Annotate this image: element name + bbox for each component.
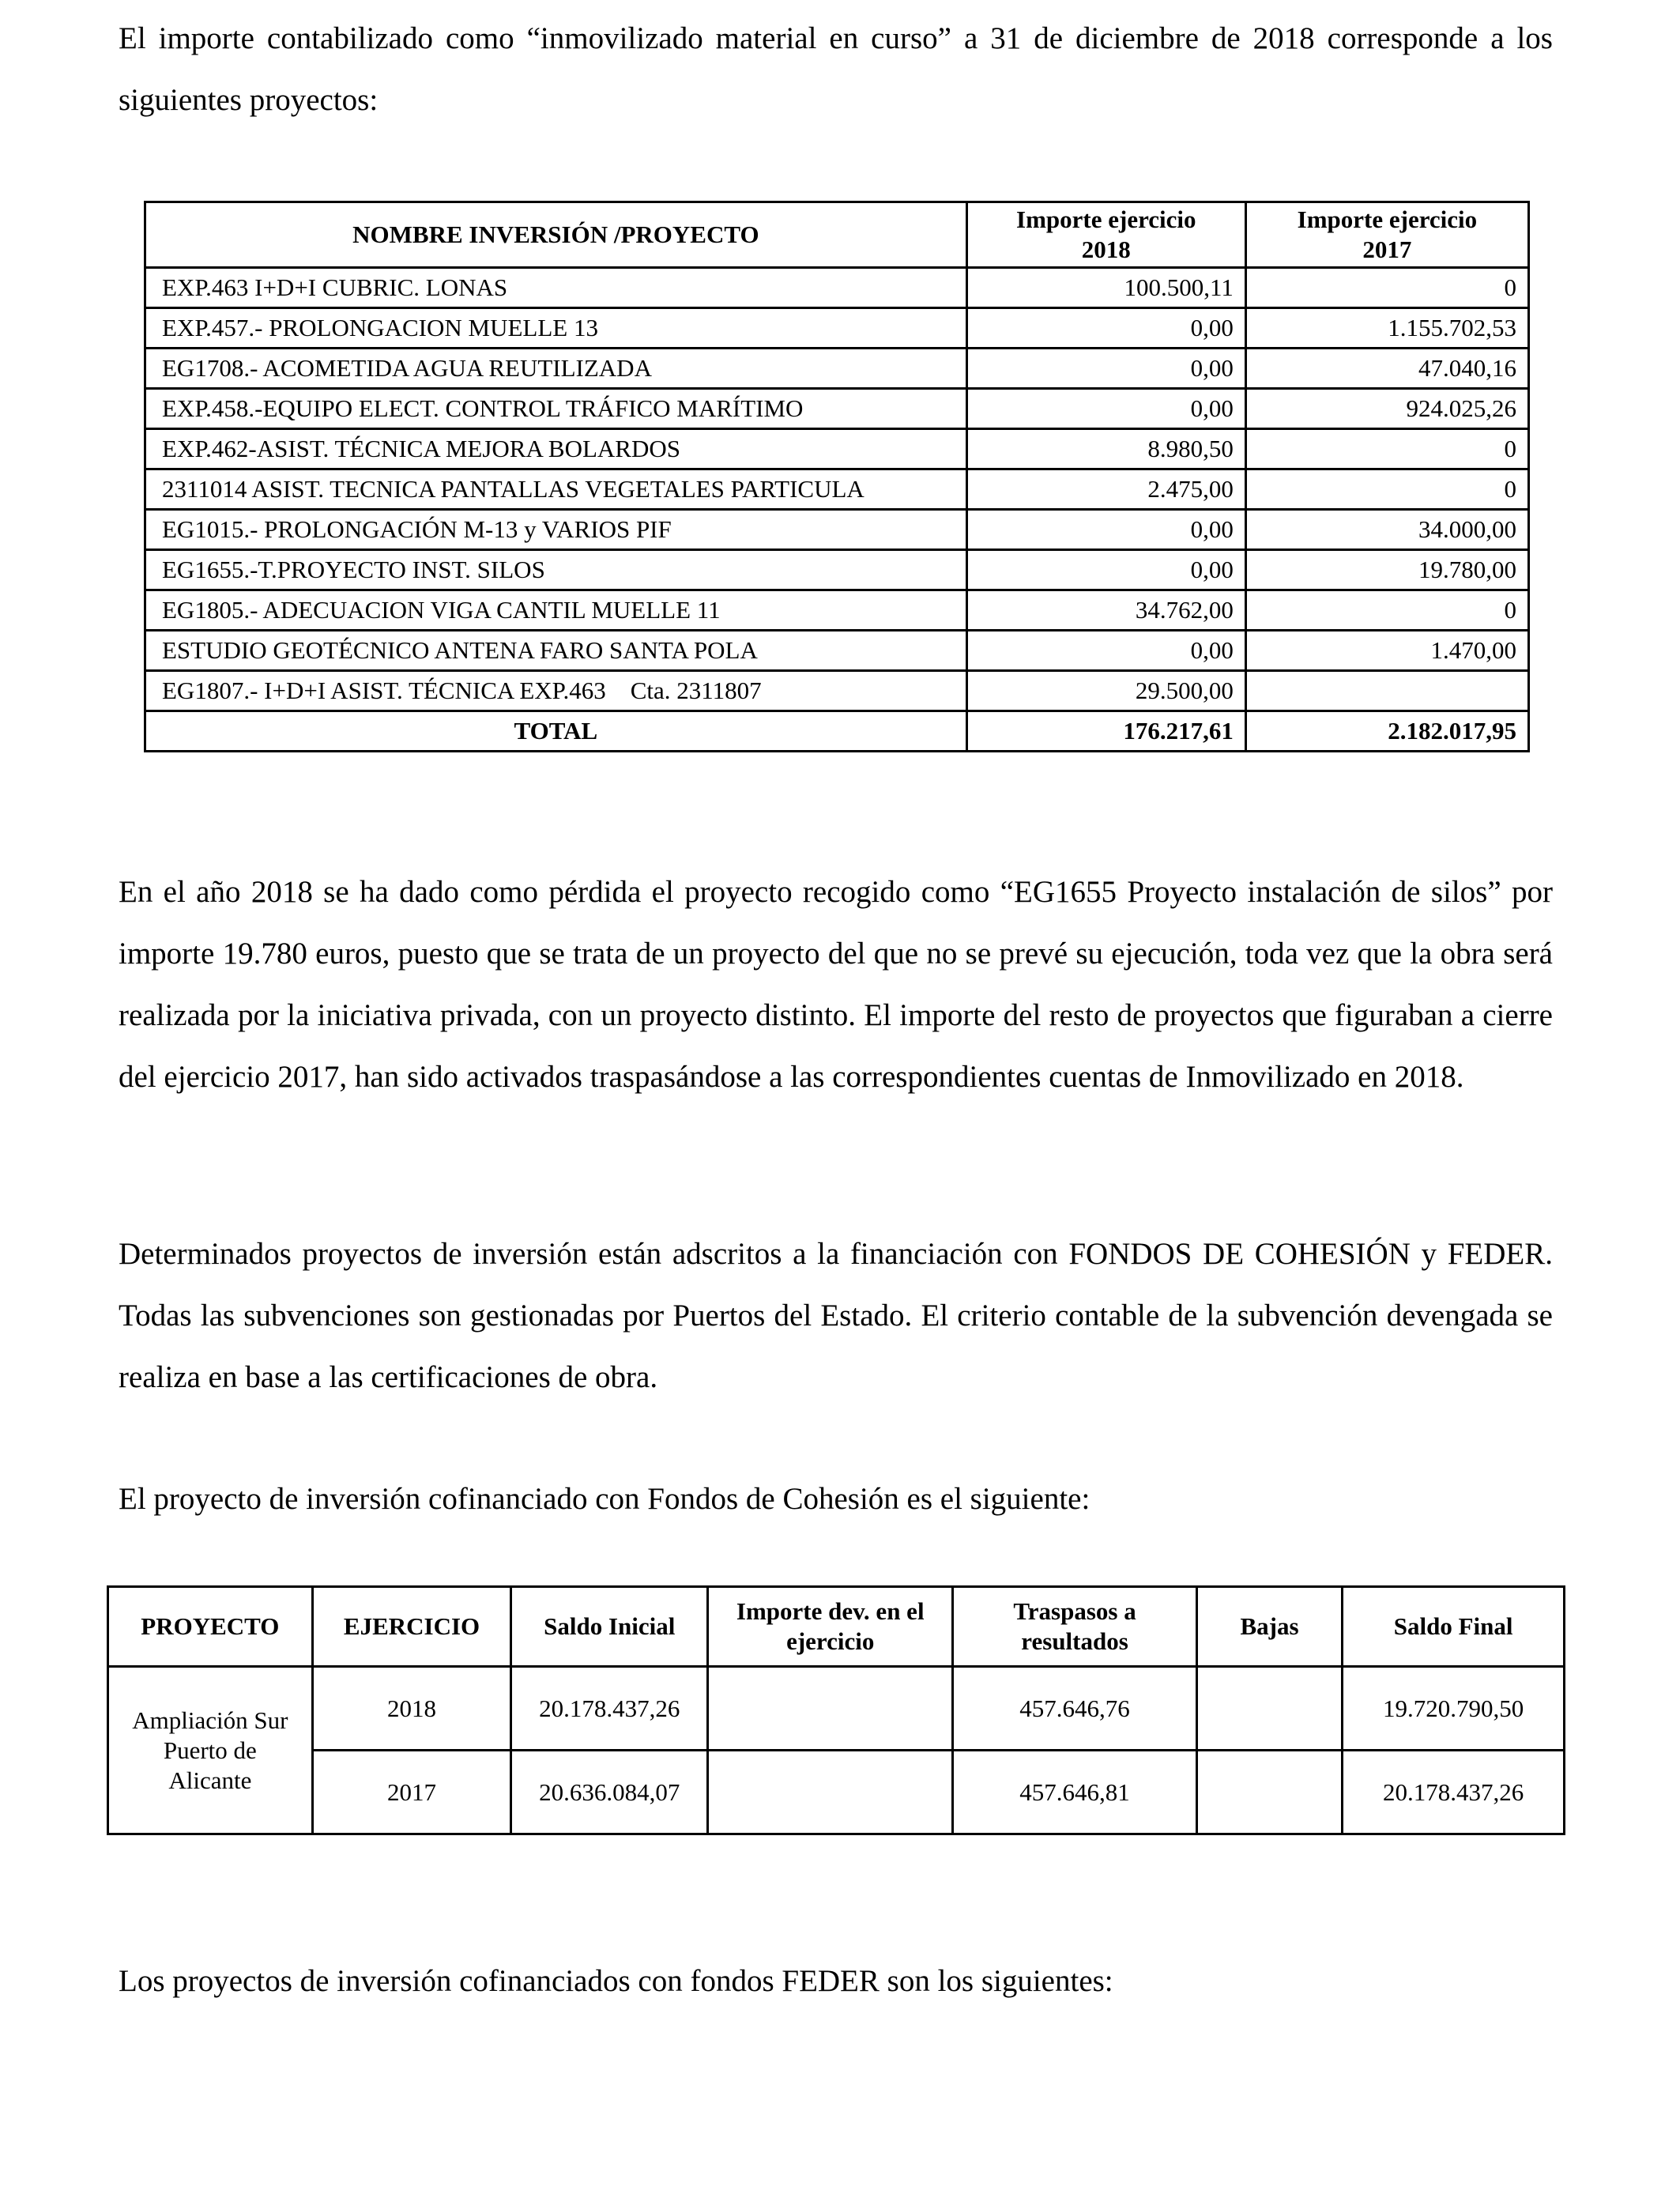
project-name: EG1805.- ADECUACION VIGA CANTIL MUELLE 11 [145,590,967,631]
table-header-row [108,1587,1565,1667]
importe-2017: 0 [1245,469,1528,510]
table-row [145,429,1529,469]
project-line2: Puerto de [163,1736,257,1764]
header-ejercicio: EJERCICIO [312,1587,511,1667]
importe-2018: 0,00 [966,631,1245,671]
header-proyecto: PROYECTO [108,1587,313,1667]
table-row [145,631,1529,671]
total-2018: 176.217,61 [966,711,1245,752]
header-saldo-inicial: Saldo Inicial [511,1587,708,1667]
saldo-final-cell: 20.178.437,26 [1343,1751,1565,1834]
importe-2017: 47.040,16 [1245,349,1528,389]
project-name: EG1015.- PROLONGACIÓN M-13 y VARIOS PIF [145,510,967,550]
table-row [145,389,1529,429]
bajas-cell [1196,1667,1343,1751]
bajas-cell [1196,1751,1343,1834]
total-row [145,711,1529,752]
silos-loss-paragraph: En el año 2018 se ha dado como pérdida el proyecto recogido como “EG1655 Proyecto instalación de silos” por importe 19.780 euros, puesto que se trata de un proyecto del que no se prevé su ejecución, toda vez que la obra será realizada por la iniciativa privada, con un proyecto distinto. El importe del resto de proyectos que figuraban a cierre del ejercicio 2017, han sido activados traspasándose a las correspondientes cuentas de Inmovilizado en 2018. [119,875,1553,1094]
header-importe-dev [708,1587,953,1667]
header-importe-2018-label: Importe ejercicio [1016,205,1196,233]
project-line3: Alicante [168,1766,252,1794]
importe-2017: 0 [1245,429,1528,469]
table-row [145,550,1529,590]
project-line1: Ampliación Sur [132,1706,288,1734]
header-importe-2017-label: Importe ejercicio [1297,205,1478,233]
importe-2017: 1.470,00 [1245,631,1528,671]
feder-intro-paragraph: Los proyectos de inversión cofinanciados con fondos FEDER son los siguientes: [119,1964,1113,1998]
header-traspasos-line1: Traspasos a [1013,1597,1136,1625]
traspasos-cell: 457.646,76 [953,1667,1196,1751]
header-traspasos-line2: resultados [1021,1627,1128,1655]
cohesion-intro-paragraph: El proyecto de inversión cofinanciado con Fondos de Cohesión es el siguiente: [119,1482,1090,1516]
table-row [145,590,1529,631]
table-row [145,469,1529,510]
traspasos-cell: 457.646,81 [953,1751,1196,1834]
importe-2018: 8.980,50 [966,429,1245,469]
table-row [145,308,1529,349]
header-importe-2018-year: 2018 [1081,236,1131,263]
importe-dev-cell [708,1751,953,1834]
importe-2018: 29.500,00 [966,671,1245,711]
header-importe-2017-year: 2017 [1362,236,1412,263]
saldo-inicial-cell: 20.178.437,26 [511,1667,708,1751]
header-importe-2018 [966,202,1245,268]
ejercicio-cell: 2018 [312,1667,511,1751]
funding-paragraph: Determinados proyectos de inversión están adscritos a la financiación con FONDOS DE COHESIÓN y FEDER. Todas las subvenciones son gestionadas por Puertos del Estado. El criterio contable de la subvención devengada se realiza en base a las certificaciones de obra. [119,1237,1553,1394]
table-header-row [145,202,1529,268]
importe-2018: 0,00 [966,308,1245,349]
importe-2018: 34.762,00 [966,590,1245,631]
header-bajas: Bajas [1196,1587,1343,1667]
header-importe-2017 [1245,202,1528,268]
importe-2018: 2.475,00 [966,469,1245,510]
fondos-cohesion-table [107,1585,1565,1835]
header-importe-dev-line2: ejercicio [786,1627,875,1655]
importe-2018: 0,00 [966,349,1245,389]
importe-2017: 19.780,00 [1245,550,1528,590]
table-row [145,671,1529,711]
project-name: EXP.457.- PROLONGACION MUELLE 13 [145,308,967,349]
total-label: TOTAL [145,711,967,752]
header-saldo-final: Saldo Final [1343,1587,1565,1667]
project-name: EG1708.- ACOMETIDA AGUA REUTILIZADA [145,349,967,389]
header-traspasos [953,1587,1196,1667]
importe-dev-cell [708,1667,953,1751]
table-row [145,268,1529,308]
importe-2018: 100.500,11 [966,268,1245,308]
importe-2017: 34.000,00 [1245,510,1528,550]
project-name: EG1655.-T.PROYECTO INST. SILOS [145,550,967,590]
header-importe-dev-line1: Importe dev. en el [736,1597,925,1625]
table-row [108,1751,1565,1834]
importe-2017 [1245,671,1528,711]
importe-2018: 0,00 [966,510,1245,550]
project-name: EXP.458.-EQUIPO ELECT. CONTROL TRÁFICO MARÍTIMO [145,389,967,429]
inmovilizado-en-curso-table [144,201,1530,752]
table-row [145,349,1529,389]
project-name: EXP.463 I+D+I CUBRIC. LONAS [145,268,967,308]
importe-2017: 0 [1245,590,1528,631]
importe-2017: 924.025,26 [1245,389,1528,429]
table-row [108,1667,1565,1751]
header-nombre-inversion: NOMBRE INVERSIÓN /PROYECTO [145,202,967,268]
total-2017: 2.182.017,95 [1245,711,1528,752]
importe-2017: 1.155.702,53 [1245,308,1528,349]
saldo-final-cell: 19.720.790,50 [1343,1667,1565,1751]
project-name: 2311014 ASIST. TECNICA PANTALLAS VEGETALES PARTICULA [145,469,967,510]
table-row [145,510,1529,550]
importe-2018: 0,00 [966,389,1245,429]
project-cell [108,1667,313,1834]
intro-paragraph: El importe contabilizado como “inmovilizado material en curso” a 31 de diciembre de 2018 corresponde a los siguientes proyectos: [119,21,1553,117]
saldo-inicial-cell: 20.636.084,07 [511,1751,708,1834]
project-name: ESTUDIO GEOTÉCNICO ANTENA FARO SANTA POLA [145,631,967,671]
project-name: EG1807.- I+D+I ASIST. TÉCNICA EXP.463 Cta. 2311807 [145,671,967,711]
importe-2018: 0,00 [966,550,1245,590]
importe-2017: 0 [1245,268,1528,308]
ejercicio-cell: 2017 [312,1751,511,1834]
project-name: EXP.462-ASIST. TÉCNICA MEJORA BOLARDOS [145,429,967,469]
